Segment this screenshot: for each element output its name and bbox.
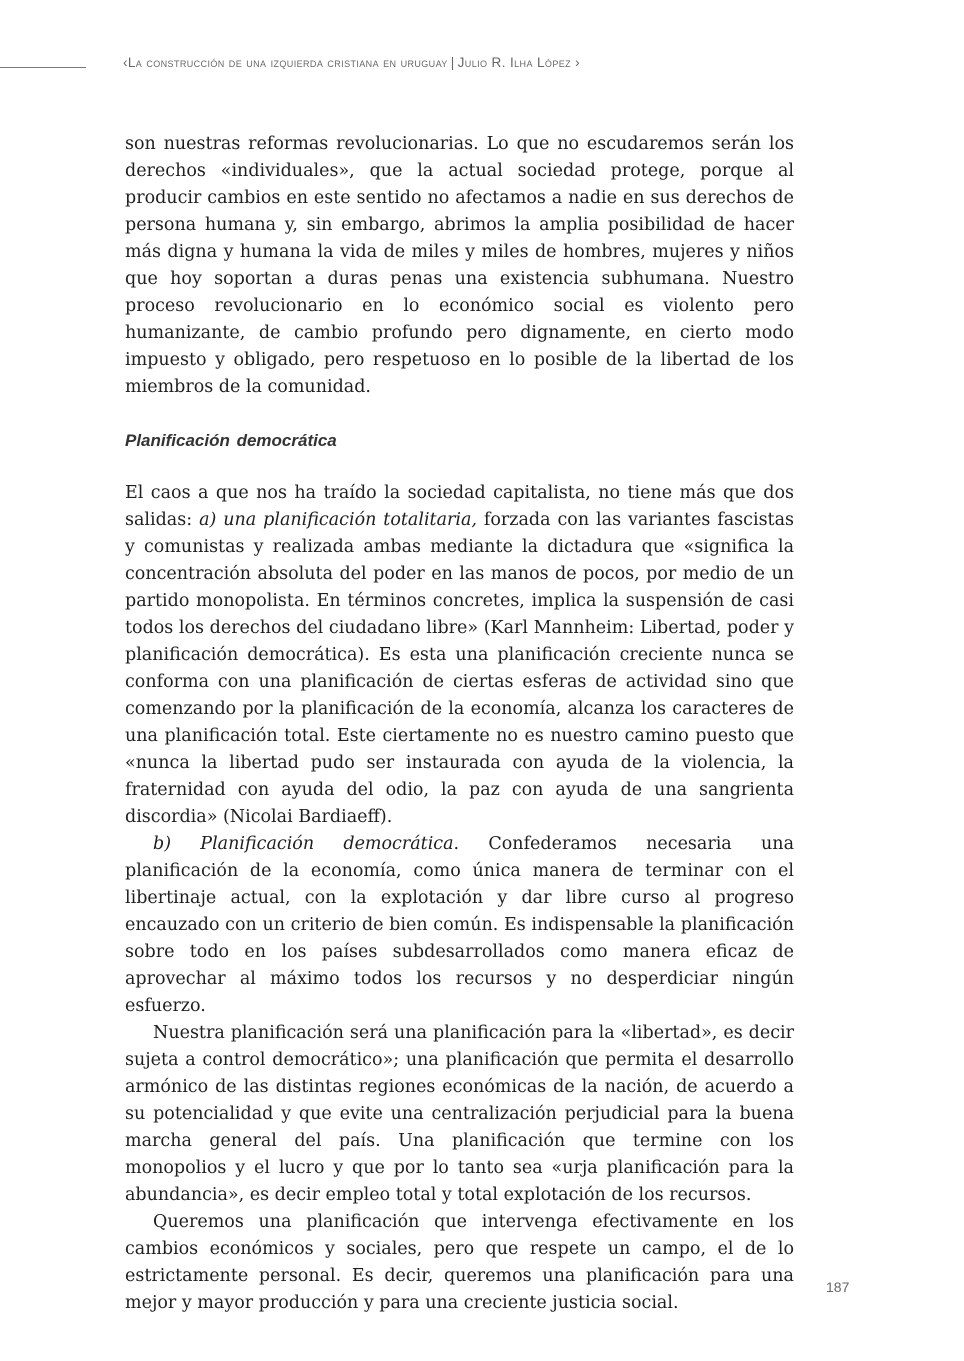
running-head-separator: | (450, 55, 455, 70)
body-text (125, 131, 794, 1317)
paragraph-3-emphasis: b) Planificación democrática (153, 834, 454, 854)
running-head-author: Julio R. Ilha López › (457, 55, 581, 70)
paragraph-2-emphasis: a) una planificación totalitaria, (199, 510, 477, 530)
paragraph-3 (125, 831, 794, 1020)
page-number: 187 (826, 1279, 850, 1295)
paragraph-1: son nuestras reformas revolucionarias. Lo que no escudaremos serán los derechos «individuales», que la actual sociedad protege, porque al producir cambios en este sentido no afectamos a nadie en sus derechos de persona humana y, sin embargo, abrimos la amplia posibilidad de hacer más digna y humana la vida de miles y miles de hombres, mujeres y niños que hoy soportan a duras penas una existencia subhumana. Nuestro proceso revolucionario en lo económico social es violento pero humanizante, de cambio profundo pero dignamente, en cierto modo impuesto y obligado, pero respetuoso en lo posible de la libertad de los miembros de la comunidad. (125, 134, 794, 397)
paragraph-2-lead: El caos a que nos ha traído la sociedad capitalista, no tiene más que dos salidas: (125, 483, 794, 530)
paragraph-5: Queremos una planificación que intervenga efectivamente en los cambios económicos y sociales, pero que respete un campo, el de lo estrictamente personal. Es decir, queremos una planificación para una mejor y mayor producción y para una creciente justicia social. (125, 1212, 794, 1313)
paragraph-3-rest: . Confederamos necesaria una planificación de la economía, como única manera de terminar con el libertinaje actual, con la explotación y dar libre curso al progreso encauzado con un criterio de bien común. Es indispensable la planificación sobre todo en los países subdesarrollados como manera eficaz de aprovechar al máximo todos los recursos y no desperdiciar ningún esfuerzo. (125, 834, 794, 1016)
running-head-book-title: ‹La construcción de una izquierda cristiana en uruguay (123, 55, 448, 70)
paragraph-2-rest: forzada con las variantes fascistas y comunistas y realizada ambas mediante la dictadura que «significa la concentración absoluta del poder en las manos de pocos, por medio de un partido monopolista. En términos concretes, implica la suspensión de casi todos los derechos del ciudadano libre» (Karl Mannheim: Libertad, poder y planificación democrática). Es esta una planificación creciente nunca se conforma con una planificación de ciertas esferas de actividad sino que comenzando por la planificación de la economía, alcanza los caracteres de una planificación total. Este ciertamente no es nuestro camino puesto que «nunca la libertad pudo ser instaurada con ayuda de la violencia, la fraternidad con ayuda del odio, la paz con ayuda de una sangrienta discordia» (Nicolai Bardiaeff). (125, 510, 794, 827)
running-head (123, 55, 843, 70)
section-title: Planificación democrática (125, 431, 337, 450)
paragraph-2 (125, 480, 794, 831)
header-rule (0, 67, 86, 68)
paragraph-4: Nuestra planificación será una planificación para la «libertad», es decir sujeta a control democrático»; una planificación que permita el desarrollo armónico de las distintas regiones económicas de la nación, de acuerdo a su potencialidad y que evite una centralización perjudicial para la buena marcha general del país. Una planificación que termine con los monopolios y el lucro y que por lo tanto sea «urja planificación para la abundancia», es decir empleo total y total explotación de los recursos. (125, 1023, 794, 1205)
